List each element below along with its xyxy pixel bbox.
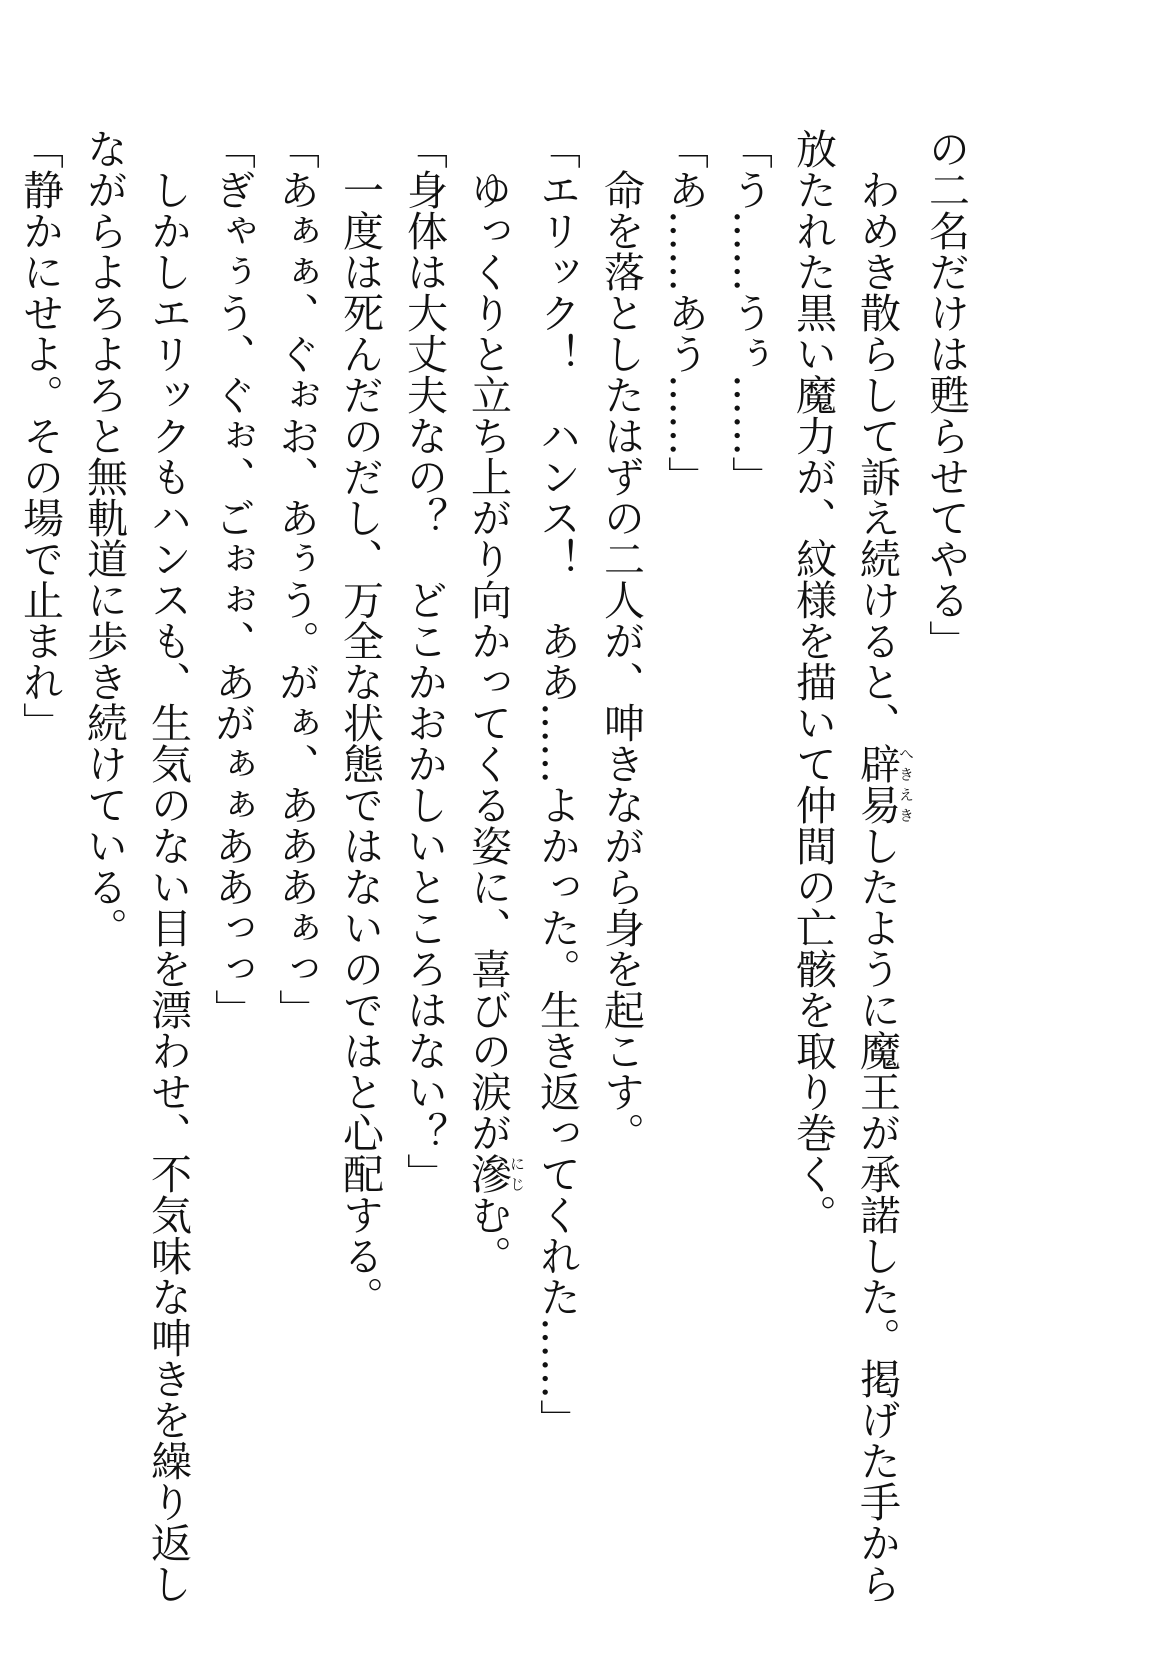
- text-segment: 一度は死んだのだし、万全な状態ではないのではと心配する。: [336, 128, 384, 1317]
- text-line: [264, 128, 328, 1518]
- text-segment: 「静かにせよ。その場で止まれ」: [16, 128, 64, 743]
- text-line: [525, 128, 589, 1518]
- text-line: [653, 128, 717, 1518]
- text-segment: したように魔王が承諾した。掲げた手から: [853, 825, 901, 1604]
- text-segment: わめき散らして訴え続けると、: [853, 128, 901, 743]
- text-segment: 「身体は大丈夫なの？ どこかおかしいところはない？」: [400, 128, 448, 1194]
- text-segment: の二名だけは甦らせてやる」: [922, 128, 970, 661]
- text-segment: 「あぁぁ、ぐぉお、あぅう。がぁ、あああぁっ」: [272, 128, 320, 1030]
- text-line: [845, 128, 915, 1604]
- text-segment: ながらよろよろと無軌道に歩き続けている。: [80, 128, 128, 948]
- ruby-reading: へきえき: [897, 743, 915, 825]
- text-line: [200, 128, 264, 1518]
- ruby-annotation: [853, 743, 915, 825]
- text-line: [328, 128, 392, 1518]
- text-segment: 「ぎゃぅう、ぐぉ、ごぉぉ、あがぁぁああっっ」: [208, 128, 256, 1030]
- text-line: [914, 128, 978, 1518]
- text-segment: 「あ……あう……」: [661, 128, 709, 497]
- text-segment: 命を落としたはずの二人が、呻きながら身を起こす。: [597, 128, 645, 1153]
- ruby-base: 滲: [464, 1153, 512, 1194]
- text-segment: む。: [464, 1194, 512, 1276]
- ruby-base: 辟易: [853, 743, 901, 825]
- text-line: [589, 128, 653, 1518]
- text-segment: 放たれた黒い魔力が、紋様を描いて仲間の亡骸を取り巻く。: [789, 128, 837, 1235]
- text-segment: 「う……うぅ……」: [725, 128, 773, 497]
- text-line: [717, 128, 781, 1518]
- text-line: [781, 128, 845, 1518]
- text-line: [392, 128, 456, 1518]
- ruby-annotation: [464, 1153, 526, 1194]
- text-line: [456, 128, 525, 1518]
- text-segment: 「エリック！ ハンス！ ああ……よかった。生き返ってくれた……」: [533, 128, 581, 1440]
- text-line: [136, 128, 200, 1604]
- text-line: [8, 128, 72, 1518]
- text-segment: しかしエリックもハンスも、生気のない目を漂わせ、不気味な呻きを繰り返し: [144, 128, 192, 1604]
- ruby-reading: にじ: [508, 1153, 526, 1194]
- text-line: [72, 128, 136, 1518]
- text-segment: ゆっくりと立ち上がり向かってくる姿に、喜びの涙が: [464, 128, 512, 1153]
- vertical-text-body: [16, 128, 978, 1604]
